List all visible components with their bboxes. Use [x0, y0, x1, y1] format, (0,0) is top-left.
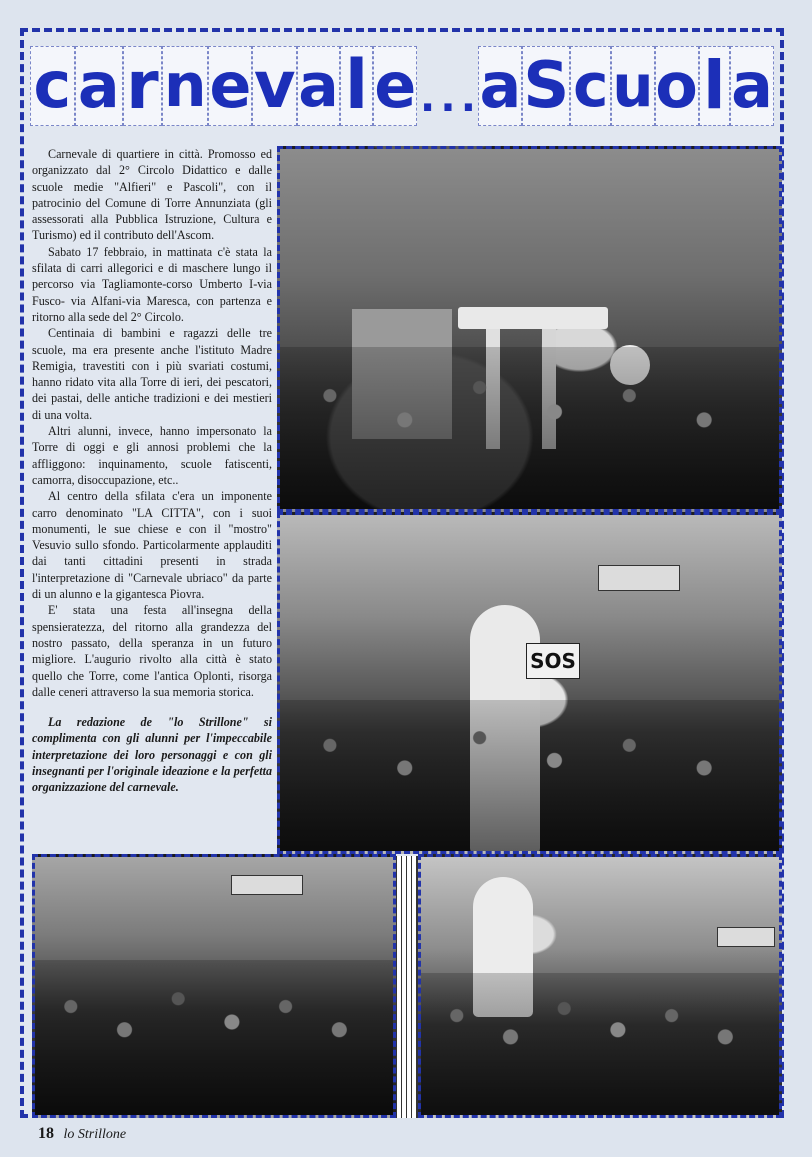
article-paragraph: Al centro della sfilata c'era un imponente carro denominato "LA CITTA", con i suoi monumenti, le sue chiese e con il "mostro" Vesuvio sullo sfondo. Particolarmente applauditi dai tanti cittadini presenti in strada l'interpretazione di "Carnevale ubriaco" da parte di un alunno e la gigantesca Piovra. [32, 489, 272, 602]
title-letter: r [123, 46, 162, 126]
protest-sign: SOS [526, 643, 580, 679]
page-number: 18 [38, 1125, 54, 1142]
title-letter: e [373, 46, 417, 126]
title-letter: c [570, 46, 611, 126]
title-letter: v [252, 46, 297, 126]
shop-sign [717, 927, 775, 947]
title-letter: l [699, 46, 731, 126]
article-paragraph: Centinaia di bambini e ragazzi delle tre scuole, ma era presente anche l'istituto Madre Remigia, travestiti con i più svariati costumi, hanno ridato vita alla Torre di ieri, dei pescatori, dei pastai, delle antiche tradizioni e dei mestieri di una volta. [32, 326, 272, 422]
float-roof [458, 307, 608, 329]
title-letter: c [30, 46, 75, 126]
title-letter: u [611, 46, 654, 126]
publication-name: lo Strillone [63, 1127, 127, 1142]
crowd [280, 347, 779, 509]
article-paragraph: Sabato 17 febbraio, in mattinata c'è stata la sfilata di carri allegorici e di maschere lungo il percorso via Tagliamonte-corso Umberto I-via Fusco- via Alfani-via Maresca, con partenza e ritorno alla sede del 2° Circolo. [32, 244, 272, 324]
photo-street-crowd [277, 512, 782, 854]
article-body [32, 146, 272, 796]
title-letter: l [340, 46, 373, 126]
page-footer [38, 1125, 126, 1143]
photo-divider [396, 856, 418, 1118]
photo-parade-float [277, 146, 782, 512]
photo-bottom-left-crowd [32, 854, 396, 1118]
article-paragraph: Carnevale di quartiere in città. Promosso ed organizzato dal 2° Circolo Didattico e dalle scuole medie "Alfieri" e Pascoli", con il patrocinio del Comune di Torre Annunziata (gli assessorati alla Pubblica Istruzione, Cultura e Turismo) ed il contributo dell'Ascom. [32, 147, 272, 243]
article-paragraph: E' stata una festa all'insegna della spensieratezza, del ritorno alla grandezza del nostro passato, della speranza in un futuro migliore. L'augurio rivolto alla città è stato quello che Torre, come l'antica Oplonti, risorga dalle ceneri attraverso la sua memoria storica. [32, 603, 272, 699]
title-dot: . [460, 75, 476, 121]
shop-sign [231, 875, 303, 895]
title-letter: a [730, 46, 774, 126]
title-letter: a [297, 46, 340, 126]
title-letter: e [208, 46, 252, 126]
crowd [421, 973, 779, 1115]
crowd [280, 700, 779, 851]
title-letter: o [655, 46, 699, 126]
title-dot: . [440, 75, 456, 121]
title-letter: n [162, 46, 208, 126]
page-title [24, 32, 780, 140]
title-letter: S [522, 46, 570, 126]
photo-bottom-right-crowd [418, 854, 782, 1118]
title-letter: a [478, 46, 522, 126]
crowd [35, 960, 393, 1115]
editorial-credit: La redazione de "lo Strillone" si complimenta con gli alunni per l'impeccabile interpretazione dei loro personaggi e con gli insegnanti per l'originale ideazione e la perfetta organizzazione del carnevale. [32, 715, 272, 795]
title-letter: a [75, 46, 123, 126]
article-paragraph: Altri alunni, invece, hanno impersonato la Torre di oggi e gli annosi problemi che la affliggono: inquinamento, scuole fatiscenti, camorra, disoccupazione, etc.. [32, 424, 272, 487]
shop-sign [598, 565, 680, 591]
title-dot: . [419, 75, 436, 121]
